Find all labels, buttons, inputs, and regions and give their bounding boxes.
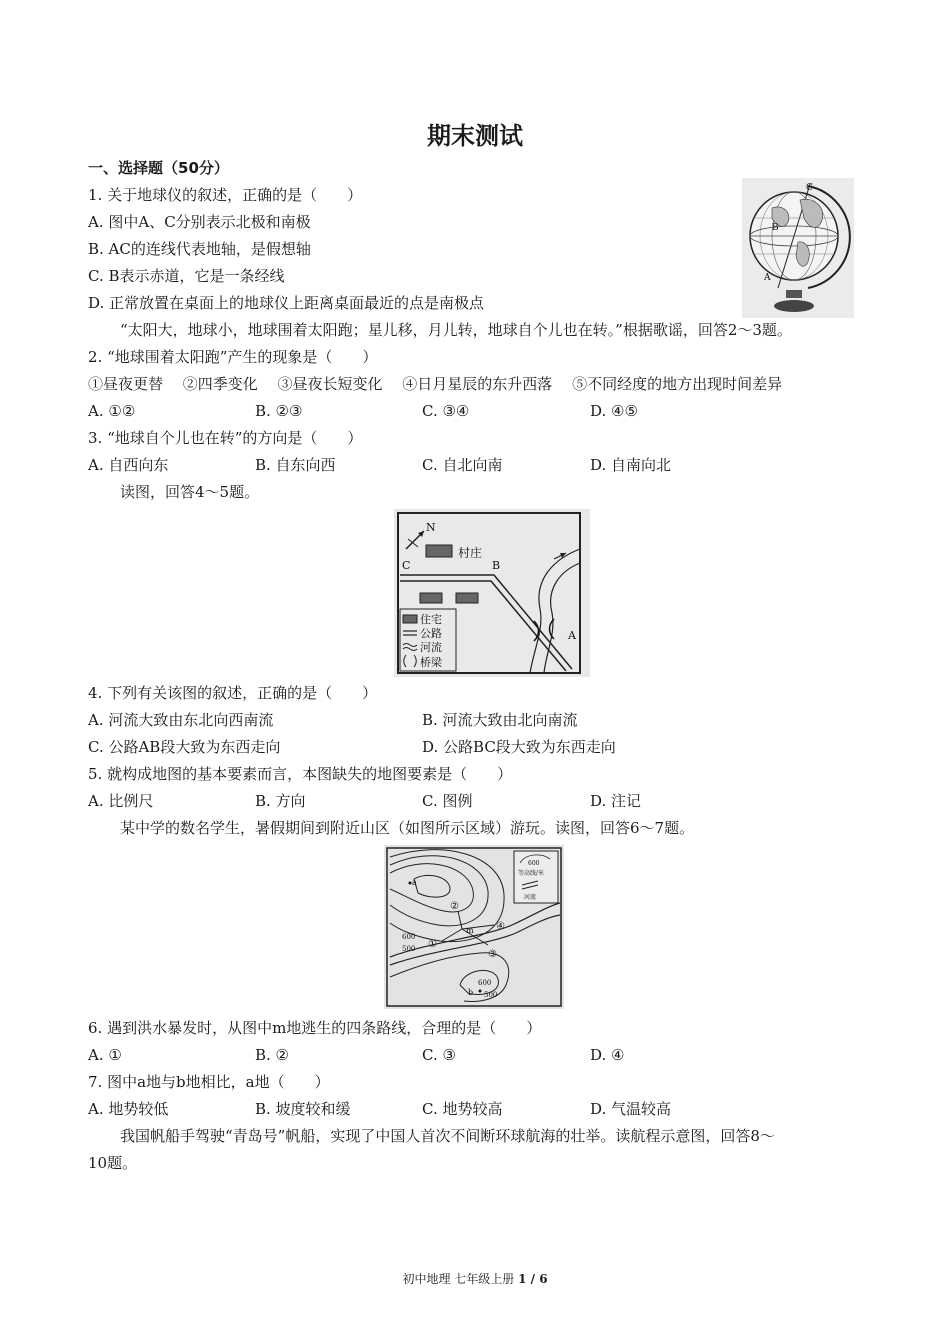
q7-stem: 7. 图中a地与b地相比，a地（ ） <box>88 1073 330 1091</box>
q1-option-c: C. B表示赤道，它是一条经线 <box>88 267 285 285</box>
road-river-map-svg <box>394 509 590 677</box>
q7-option-c: C. 地势较高 <box>422 1100 503 1118</box>
q5-option-c: C. 图例 <box>422 792 473 810</box>
intro-8-10-line1: 我国帆船手驾驶“青岛号”帆船，实现了中国人首次不间断环球航海的壮举。读航程示意图，回答8～ <box>120 1127 775 1145</box>
intro-6-7: 某中学的数名学生，暑假期间到附近山区（如图所示区域）游玩。读图，回答6～7题。 <box>120 819 695 837</box>
north-label: N <box>426 521 436 534</box>
legend-river-label: 河流 <box>524 894 537 901</box>
q4-option-c: C. 公路AB段大致为东西走向 <box>88 738 281 756</box>
q4-option-a: A. 河流大致由东北向西南流 <box>88 711 274 729</box>
contour-label-500-north: 500 <box>402 945 416 953</box>
q3-option-b: B. 自东向西 <box>255 456 336 474</box>
q3-option-d: D. 自南向北 <box>590 456 672 474</box>
point-b-label: b <box>468 988 474 997</box>
q7-option-b: B. 坡度较和缓 <box>255 1100 351 1118</box>
q5-option-b: B. 方向 <box>255 792 306 810</box>
q6-option-d: D. ④ <box>590 1046 625 1064</box>
contour-label-600-north: 600 <box>402 933 416 941</box>
point-a-label: A <box>568 629 576 642</box>
q2-option-d: D. ④⑤ <box>590 402 638 420</box>
q1-option-d: D. 正常放置在桌面上的地球仪上距离桌面最近的点是南极点 <box>88 294 485 312</box>
q3-option-a: A. 自西向东 <box>88 456 169 474</box>
road-river-map <box>394 509 590 677</box>
q7-option-a: A. 地势较低 <box>88 1100 169 1118</box>
section-heading: 一、选择题（50分） <box>88 159 229 177</box>
globe-figure <box>742 178 854 318</box>
globe-label-a: A <box>764 273 771 283</box>
q2-option-a: A. ①② <box>88 402 136 420</box>
q5-stem: 5. 就构成地图的基本要素而言，本图缺失的地图要素是（ ） <box>88 765 513 783</box>
contour-map-svg <box>384 845 564 1009</box>
q2-option-c: C. ③④ <box>422 402 470 420</box>
q2-stem: 2. “地球围着太阳跑”产生的现象是（ ） <box>88 348 378 366</box>
q3-option-c: C. 自北向南 <box>422 456 503 474</box>
legend-bridge: 桥梁 <box>420 656 442 669</box>
q6-stem: 6. 遇到洪水暴发时，从图中m地逃生的四条路线，合理的是（ ） <box>88 1019 542 1037</box>
q1-option-a: A. 图中A、C分别表示北极和南极 <box>88 213 311 231</box>
route-4-label: ④ <box>496 921 505 932</box>
q5-option-d: D. 注记 <box>590 792 642 810</box>
legend-contour-value: 600 <box>528 860 540 867</box>
q2-option-b: B. ②③ <box>255 402 303 420</box>
q4-option-b: B. 河流大致由北向南流 <box>422 711 578 729</box>
contour-label-500-south: 500 <box>484 991 498 999</box>
legend-house: 住宅 <box>420 613 442 626</box>
globe-label-b: B <box>772 223 779 233</box>
q6-option-b: B. ② <box>255 1046 290 1064</box>
legend-contour-label: 等高线/米 <box>518 870 545 877</box>
point-c-label: C <box>402 559 411 572</box>
route-2-label: ② <box>450 901 459 912</box>
contour-map <box>384 845 564 1009</box>
globe-illustration <box>742 178 854 318</box>
contour-label-600-south: 600 <box>478 979 492 987</box>
legend-road: 公路 <box>420 627 442 640</box>
intro-8-10-line2: 10题。 <box>88 1154 138 1172</box>
point-a-label: a <box>412 878 417 887</box>
q6-option-c: C. ③ <box>422 1046 456 1064</box>
q4-option-d: D. 公路BC段大致为东西走向 <box>422 738 616 756</box>
point-m-label: m <box>466 926 474 935</box>
q6-option-a: A. ① <box>88 1046 122 1064</box>
point-b-label: B <box>492 559 501 572</box>
page-footer <box>0 1270 950 1287</box>
q3-stem: 3. “地球自个儿也在转”的方向是（ ） <box>88 429 363 447</box>
q5-option-a: A. 比例尺 <box>88 792 154 810</box>
q1-option-b: B. AC的连线代表地轴，是假想轴 <box>88 240 311 258</box>
legend-river: 河流 <box>420 641 442 654</box>
q2-items: ①昼夜更替 ②四季变化 ③昼夜长短变化 ④日月星辰的东升西落 ⑤不同经度的地方出现时间差异 <box>88 375 783 393</box>
intro-4-5: 读图，回答4～5题。 <box>120 483 260 501</box>
village-label: 村庄 <box>458 546 483 560</box>
page-title: 期末测试 <box>427 122 523 150</box>
globe-label-c: C <box>806 183 813 193</box>
route-3-label: ③ <box>488 949 497 960</box>
intro-2-3: “太阳大，地球小，地球围着太阳跑；星儿移，月儿转，地球自个儿也在转。”根据歌谣，回答2～3题。 <box>120 321 792 339</box>
q4-stem: 4. 下列有关该图的叙述，正确的是（ ） <box>88 684 378 702</box>
route-1-label: ① <box>428 939 437 950</box>
q1-stem: 1. 关于地球仪的叙述，正确的是（ ） <box>88 186 363 204</box>
q7-option-d: D. 气温较高 <box>590 1100 672 1118</box>
footer-label: 初中地理 七年级上册 <box>402 1272 515 1286</box>
page-number: 1 / 6 <box>518 1272 548 1286</box>
